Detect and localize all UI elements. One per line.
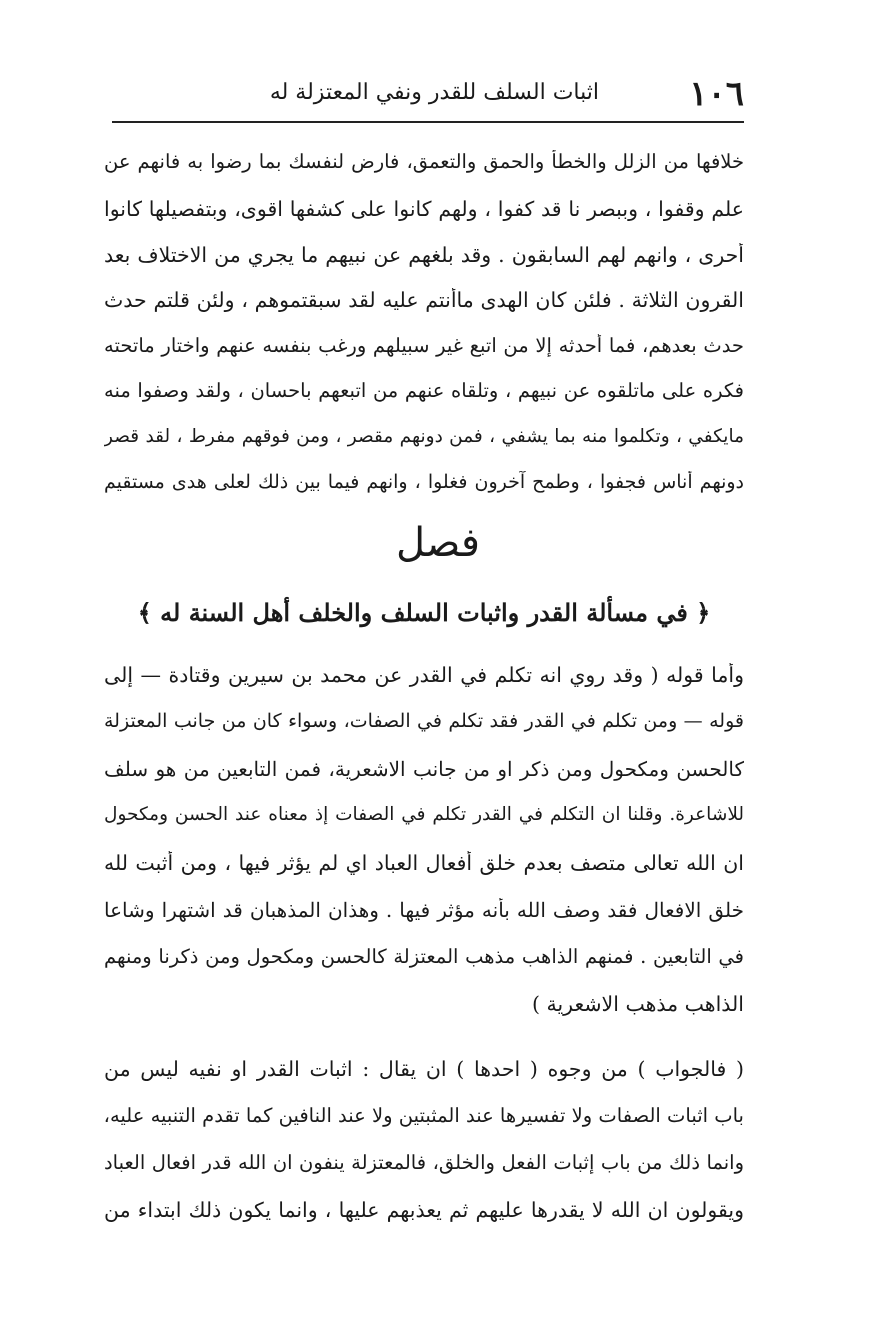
text-line: دونهم أناس فجفوا ، وطمح آخرون فغلوا ، وانهم فيما بين ذلك لعلى هدى مستقيم [104, 471, 744, 493]
text-line: القرون الثلاثة . فلئن كان الهدى ماأنتم عليه لقد سبقتموهم ، ولئن قلتم حدث [104, 288, 744, 312]
text-line: للاشاعرة. وقلنا ان التكلم في القدر تكلم في الصفات إذ معناه عند الحسن ومكحول [104, 804, 744, 825]
text-line: مايكفي ، وتكلموا منه بما يشفي ، فمن دونهم مقصر ، ومن فوقهم مفرط ، لقد قصر [104, 426, 744, 447]
text-line: قوله — ومن تكلم في القدر فقد تكلم في الصفات، وسواء كان من جانب المعتزلة [104, 710, 744, 732]
header-rule [112, 121, 744, 123]
text-line: باب اثبات الصفات ولا تفسيرها عند المثبتين ولا عند النافين كما تقدم التنبيه عليه، [104, 1104, 744, 1127]
text-line: علم وقفوا ، وببصر نا قد كفوا ، ولهم كانوا على كشفها اقوى، وبتفصيلها كانوا [104, 197, 744, 221]
text-line: حدث بعدهم، فما أحدثه إلا من اتبع غير سبيلهم ورغب بنفسه عنهم واختار ماتحته [104, 334, 744, 357]
page-header [112, 68, 744, 120]
text-line: خلق الافعال فقد وصف الله بأنه مؤثر فيها . وهذان المذهبان قد اشتهرا وشاعا [104, 898, 744, 922]
section-title: فصل [395, 520, 481, 566]
text-line: وأما قوله ( وقد روي انه تكلم في القدر عن محمد بن سيرين وقتادة — إلى [104, 663, 744, 687]
text-line: خلافها من الزلل والخطأ والحمق والتعمق، فارض لنفسك بما رضوا به فانهم عن [104, 150, 744, 173]
text-line: وانما ذلك من باب إثبات الفعل والخلق، فالمعتزلة ينفون ان الله قدر افعال العباد [104, 1151, 744, 1174]
text-line: في التابعين . فمنهم الذاهب مذهب المعتزلة كالحسن ومكحول ومن ذكرنا ومنهم [104, 945, 744, 968]
text-line: ( فالجواب ) من وجوه ( احدها ) ان يقال : اثبات القدر او نفيه ليس من [104, 1057, 744, 1081]
text-line: الذاهب مذهب الاشعرية ) [531, 992, 744, 1016]
text-line: ويقولون ان الله لا يقدرها عليهم ثم يعذبهم عليها ، وانما يكون ذلك ابتداء من [104, 1198, 744, 1222]
section-heading: ﴿ في مسألة القدر واثبات السلف والخلف أهل السنة له ﴾ [137, 598, 711, 627]
running-title: اثبات السلف للقدر ونفي المعتزلة له [269, 80, 599, 105]
text-line: فكره على ماتلقوه عن نبيهم ، وتلقاه عنهم من اتبعهم باحسان ، ولقد وصفوا منه [104, 379, 744, 402]
page-number: ١٠٦ [689, 74, 744, 114]
text-line: أحرى ، وانهم لهم السابقون . وقد بلغهم عن نبيهم ما يجري من الاختلاف بعد [104, 243, 744, 267]
text-line: ان الله تعالى متصف بعدم خلق أفعال العباد اي لم يؤثر فيها ، ومن أثبت لله [104, 851, 744, 875]
text-line: كالحسن ومكحول ومن ذكر او من جانب الاشعرية، فمن التابعين من هو سلف [104, 757, 744, 781]
